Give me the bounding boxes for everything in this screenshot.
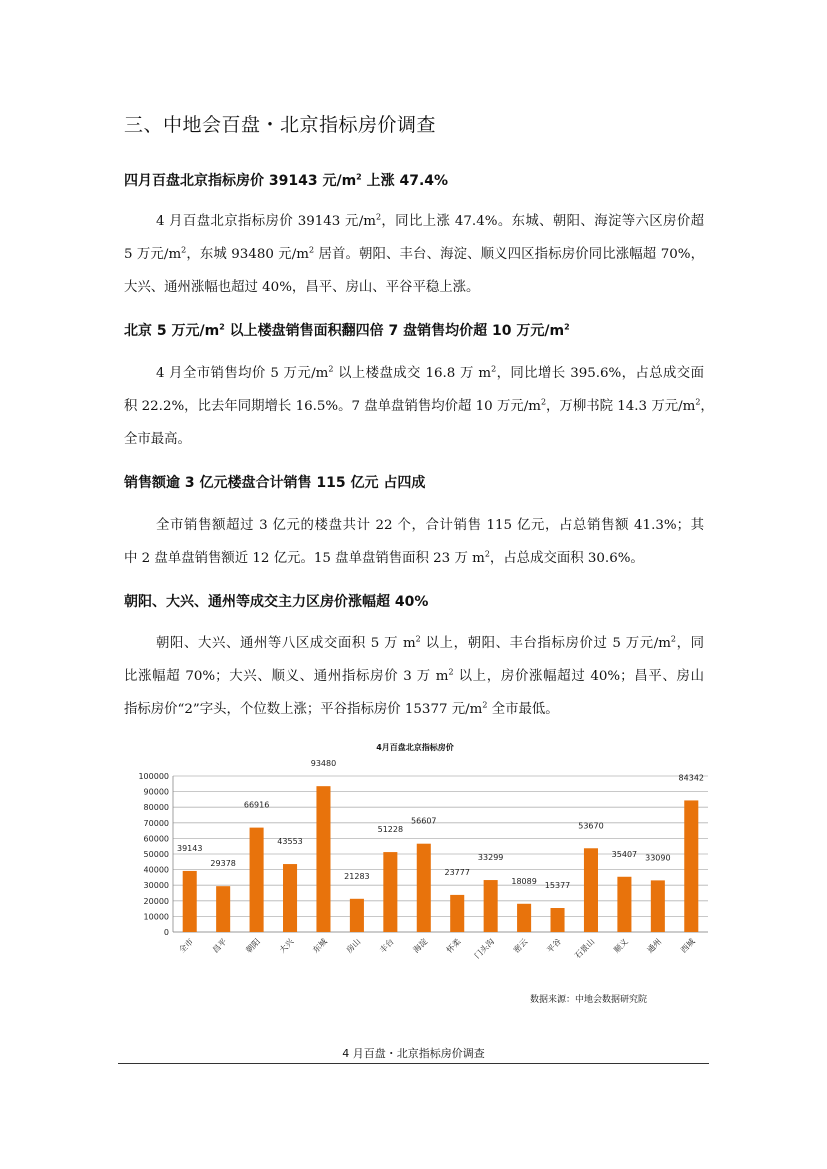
bar <box>350 899 364 932</box>
x-tick-label: 大兴 <box>277 937 296 955</box>
paragraph-line: 比涨幅超 70%；大兴、顺义、通州指标房价 3 万 $m^2$ 以上，房价涨幅超过 40%；昌平、房山 <box>124 667 704 684</box>
data-label: 51228 <box>377 825 404 835</box>
paragraph <box>124 357 714 456</box>
data-label: 53670 <box>578 821 604 831</box>
bar <box>183 871 197 932</box>
bar <box>551 908 565 932</box>
data-label: 21283 <box>344 871 370 881</box>
bar <box>250 828 264 932</box>
footer-rule <box>118 1063 709 1064</box>
data-label: 29378 <box>210 859 236 869</box>
subheading: 朝阳、大兴、通州等成交主力区房价涨幅超 40% <box>124 594 429 610</box>
y-tick-label: 20000 <box>143 896 169 906</box>
y-tick-label: 90000 <box>143 787 169 797</box>
bar <box>617 877 631 932</box>
paragraph-line: 4 月全市销售均价 5 万元$/m^2$ 以上楼盘成交 16.8 万 $m^2$，同比增长 395.6%，占总成交面 <box>156 364 704 381</box>
y-tick-label: 40000 <box>143 865 169 875</box>
paragraph <box>124 627 704 726</box>
paragraph <box>124 509 704 575</box>
y-tick-label: 0 <box>163 928 169 937</box>
paragraph-line: 朝阳、大兴、通州等八区成交面积 5 万 $m^2$ 以上，朝阳、丰台指标房价过 5 万元$/m^2$，同 <box>156 634 704 651</box>
x-tick-label: 通州 <box>645 937 664 955</box>
x-tick-label: 东城 <box>311 937 329 955</box>
bar <box>651 880 665 932</box>
x-tick-label: 密云 <box>511 937 530 955</box>
bar <box>517 904 531 932</box>
y-tick-label: 60000 <box>143 834 169 844</box>
data-label: 23777 <box>444 867 470 877</box>
paragraph-line: 全市销售额超过 3 亿元的楼盘共计 22 个，合计销售 115 亿元，占总销售额 41.3%；其 <box>156 518 704 533</box>
y-tick-label: 100000 <box>138 772 169 781</box>
x-tick-label: 丰台 <box>378 937 396 955</box>
x-tick-label: 平谷 <box>545 937 563 955</box>
paragraph-line: 大兴、通州涨幅也超过 40%，昌平、房山、平谷平稳上涨。 <box>124 280 480 295</box>
chart-svg <box>120 738 710 978</box>
bar <box>450 895 464 932</box>
data-label: 15377 <box>544 881 571 891</box>
page-footer: 4 月百盘・北京指标房价调查 <box>342 1047 485 1060</box>
bar <box>316 786 330 932</box>
paragraph-line: 4 月百盘北京指标房价 39143 元$/m^2$，同比上涨 47.4%。东城、朝阳、海淀等六区房价超 <box>156 212 704 229</box>
x-tick-label: 怀柔 <box>444 937 463 955</box>
data-label: 35407 <box>611 849 638 859</box>
bar <box>484 880 498 932</box>
y-tick-label: 10000 <box>143 912 169 922</box>
x-tick-label: 门头沟 <box>472 937 497 961</box>
paragraph-line: 指标房价“2”字头，个位数上涨；平谷指标房价 15377 元$/m^2$ 全市最低。 <box>124 700 559 717</box>
data-source: 数据来源：中地会数据研究院 <box>530 995 648 1005</box>
x-tick-label: 房山 <box>344 937 363 955</box>
data-label: 33299 <box>477 853 504 863</box>
bar-chart <box>120 738 710 978</box>
x-tick-label: 昌平 <box>210 937 229 955</box>
section-title: 三、中地会百盘・北京指标房价调查 <box>124 114 437 136</box>
y-tick-label: 30000 <box>143 881 169 891</box>
bar <box>283 864 297 932</box>
data-label: 56607 <box>411 816 437 826</box>
x-tick-label: 顺义 <box>612 937 630 955</box>
paragraph-line: 中 2 盘单盘销售额近 12 亿元。15 盘单盘销售面积 23 万 $m^2$，占总成交面积 30.6%。 <box>124 549 644 566</box>
data-label: 39143 <box>176 843 203 853</box>
subheading: 四月百盘北京指标房价 39143 元$/m^2$ 上涨 47.4% <box>124 172 449 189</box>
bar <box>417 844 431 932</box>
bar <box>383 852 397 932</box>
x-tick-label: 石景山 <box>573 937 597 961</box>
x-tick-label: 全市 <box>177 937 196 955</box>
y-tick-label: 70000 <box>143 818 169 828</box>
paragraph <box>124 205 704 304</box>
paragraph-line: 5 万元$/m^2$，东城 93480 元$/m^2$ 居首。朝阳、丰台、海淀、顺义四区指标房价同比涨幅超 70%， <box>124 245 704 262</box>
bar <box>684 800 698 932</box>
x-tick-label: 朝阳 <box>244 937 263 955</box>
data-label: 93480 <box>310 759 337 769</box>
y-tick-label: 80000 <box>143 803 169 813</box>
bar <box>584 848 598 932</box>
data-label: 43553 <box>277 837 303 847</box>
bar <box>216 886 230 932</box>
data-label: 66916 <box>243 800 270 810</box>
chart-title: 4月百盘北京指标房价 <box>376 743 454 752</box>
subheading: 销售额逾 3 亿元楼盘合计销售 115 亿元 占四成 <box>124 475 426 491</box>
paragraph-line: 积 22.2%，比去年同期增长 16.5%。7 盘单盘销售均价超 10 万元$/m^2$，万柳书院 14.3 万元$/m^2$， <box>124 397 714 414</box>
paragraph-line: 全市最高。 <box>124 432 191 447</box>
data-label: 84342 <box>678 773 705 783</box>
x-tick-label: 西城 <box>679 937 697 955</box>
x-tick-label: 海淀 <box>411 937 430 955</box>
data-label: 18089 <box>511 876 537 886</box>
data-label: 33090 <box>645 853 671 863</box>
subheading: 北京 5 万元$/m^2$ 以上楼盘销售面积翻四倍 7 盘销售均价超 10 万元$/m^2$ <box>124 322 570 339</box>
y-tick-label: 50000 <box>143 850 169 859</box>
